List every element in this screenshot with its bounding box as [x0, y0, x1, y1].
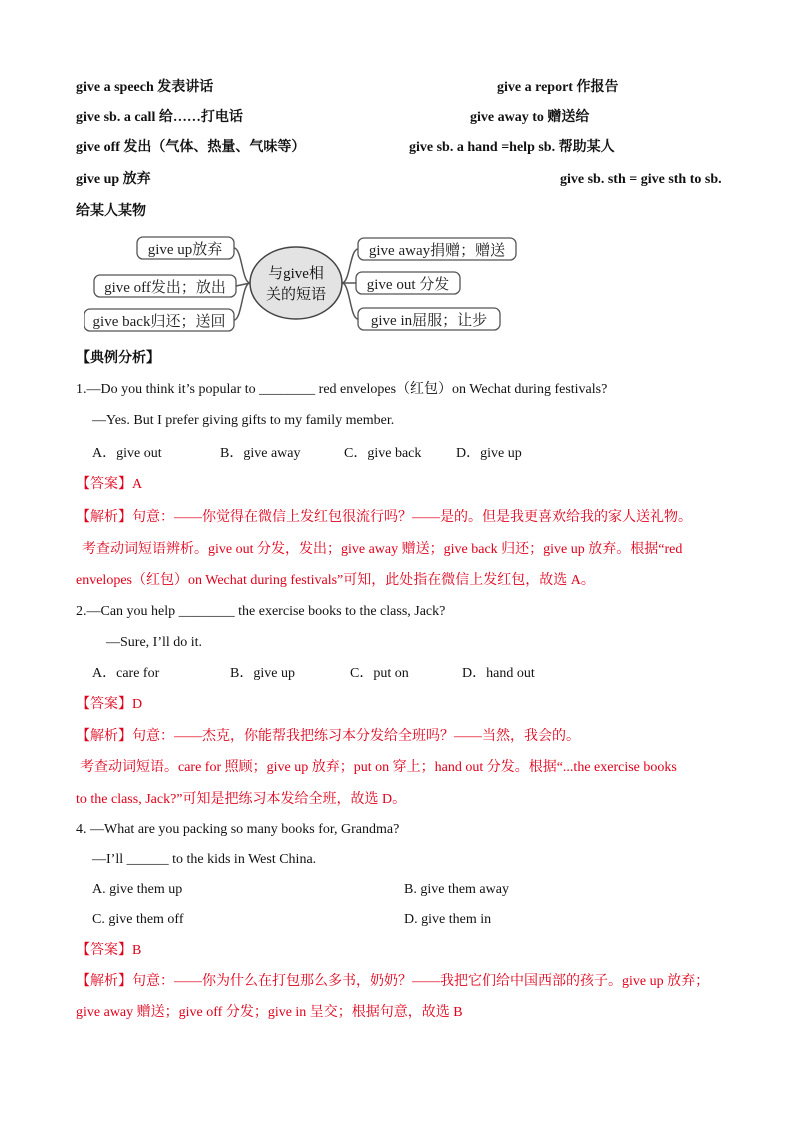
option-c: C．give back	[344, 446, 422, 461]
mindmap-center-node	[250, 247, 342, 319]
mindmap-center-text: 与give相	[268, 266, 324, 282]
option-d: D．give up	[456, 446, 522, 461]
answer: 【答案】B	[76, 943, 142, 958]
answer: 【答案】D	[76, 697, 143, 712]
analysis-line: 考查动词短语辨析。give out 分发，发出；give away 赠送；give back 归还；give up 放弃。根据“red	[82, 542, 683, 557]
phrase-right: give a report 作报告	[497, 80, 619, 95]
mindmap-center-text: 关的短语	[265, 287, 327, 303]
option-d: D．hand out	[462, 666, 535, 681]
analysis-line: envelopes（红包）on Wechat during festivals”可知，此处指在微信上发红包，故选 A。	[76, 573, 595, 588]
analysis-line: to the class, Jack?”可知是把练习本发给全班，故选 D。	[76, 792, 407, 807]
question-reply: —Sure, I’ll do it.	[106, 635, 203, 650]
question-stem: 2.—Can you help ________ the exercise books to the class, Jack?	[76, 604, 446, 619]
option-b: B．give up	[230, 666, 295, 681]
mindmap-node-give-out: give out 分发	[366, 277, 450, 293]
question-reply: —I’ll ______ to the kids in West China.	[92, 852, 317, 867]
question-stem: 4. —What are you packing so many books for, Grandma?	[76, 822, 400, 837]
section-title: 【典例分析】	[76, 351, 160, 366]
option-b: B．give away	[220, 446, 301, 461]
analysis-line: 【解析】句意：——你觉得在微信上发红包很流行吗？——是的。但是我更喜欢给我的家人送礼物。	[76, 510, 692, 525]
option-a: A. give them up	[92, 882, 183, 897]
phrase-right: give sb. sth = give sth to sb.	[560, 172, 722, 187]
option-d: D. give them in	[404, 912, 492, 927]
analysis-line: 考查动词短语。care for 照顾；give up 放弃；put on 穿上；hand out 分发。根据“...the exercise books	[80, 760, 677, 775]
connector-line	[234, 248, 250, 283]
phrase-left: give a speech 发表讲话	[76, 80, 214, 95]
give-phrases-mindmap	[84, 235, 524, 335]
phrase-right: give sb. a hand =help sb. 帮助某人	[409, 140, 615, 155]
analysis-line: 【解析】句意：——你为什么在打包那么多书，奶奶？——我把它们给中国西部的孩子。give up 放弃；	[76, 974, 710, 989]
answer: 【答案】A	[76, 477, 143, 492]
question-stem: 1.—Do you think it’s popular to ________ red envelopes（红包）on Wechat during festivals?	[76, 382, 608, 397]
phrase-left: give off 发出（气体、热量、气味等）	[76, 140, 306, 155]
phrase-wrap: 给某人某物	[76, 204, 146, 219]
option-c: C．put on	[350, 666, 409, 681]
mindmap-node-give-away: give away捐赠；赠送	[368, 243, 506, 259]
mindmap-node-give-off: give off发出；放出	[104, 280, 226, 296]
analysis-line: 【解析】句意：——杰克，你能帮我把练习本分发给全班吗？——当然，我会的。	[76, 729, 580, 744]
option-a: A．care for	[92, 666, 160, 681]
mindmap-node-give-up: give up放弃	[147, 242, 223, 258]
option-a: A．give out	[92, 446, 162, 461]
mindmap-node-give-back: give back归还；送回	[92, 314, 226, 330]
phrase-left: give up 放弃	[76, 172, 151, 187]
phrase-left: give sb. a call 给……打电话	[76, 110, 243, 125]
question-reply: —Yes. But I prefer giving gifts to my family member.	[92, 413, 395, 428]
phrase-right: give away to 赠送给	[470, 110, 590, 125]
mindmap-node-give-in: give in屈服；让步	[370, 313, 488, 329]
option-b: B. give them away	[404, 882, 509, 897]
analysis-line: give away 赠送；give off 分发；give in 呈交；根据句意，故选 B	[76, 1005, 463, 1020]
option-c: C. give them off	[92, 912, 184, 927]
